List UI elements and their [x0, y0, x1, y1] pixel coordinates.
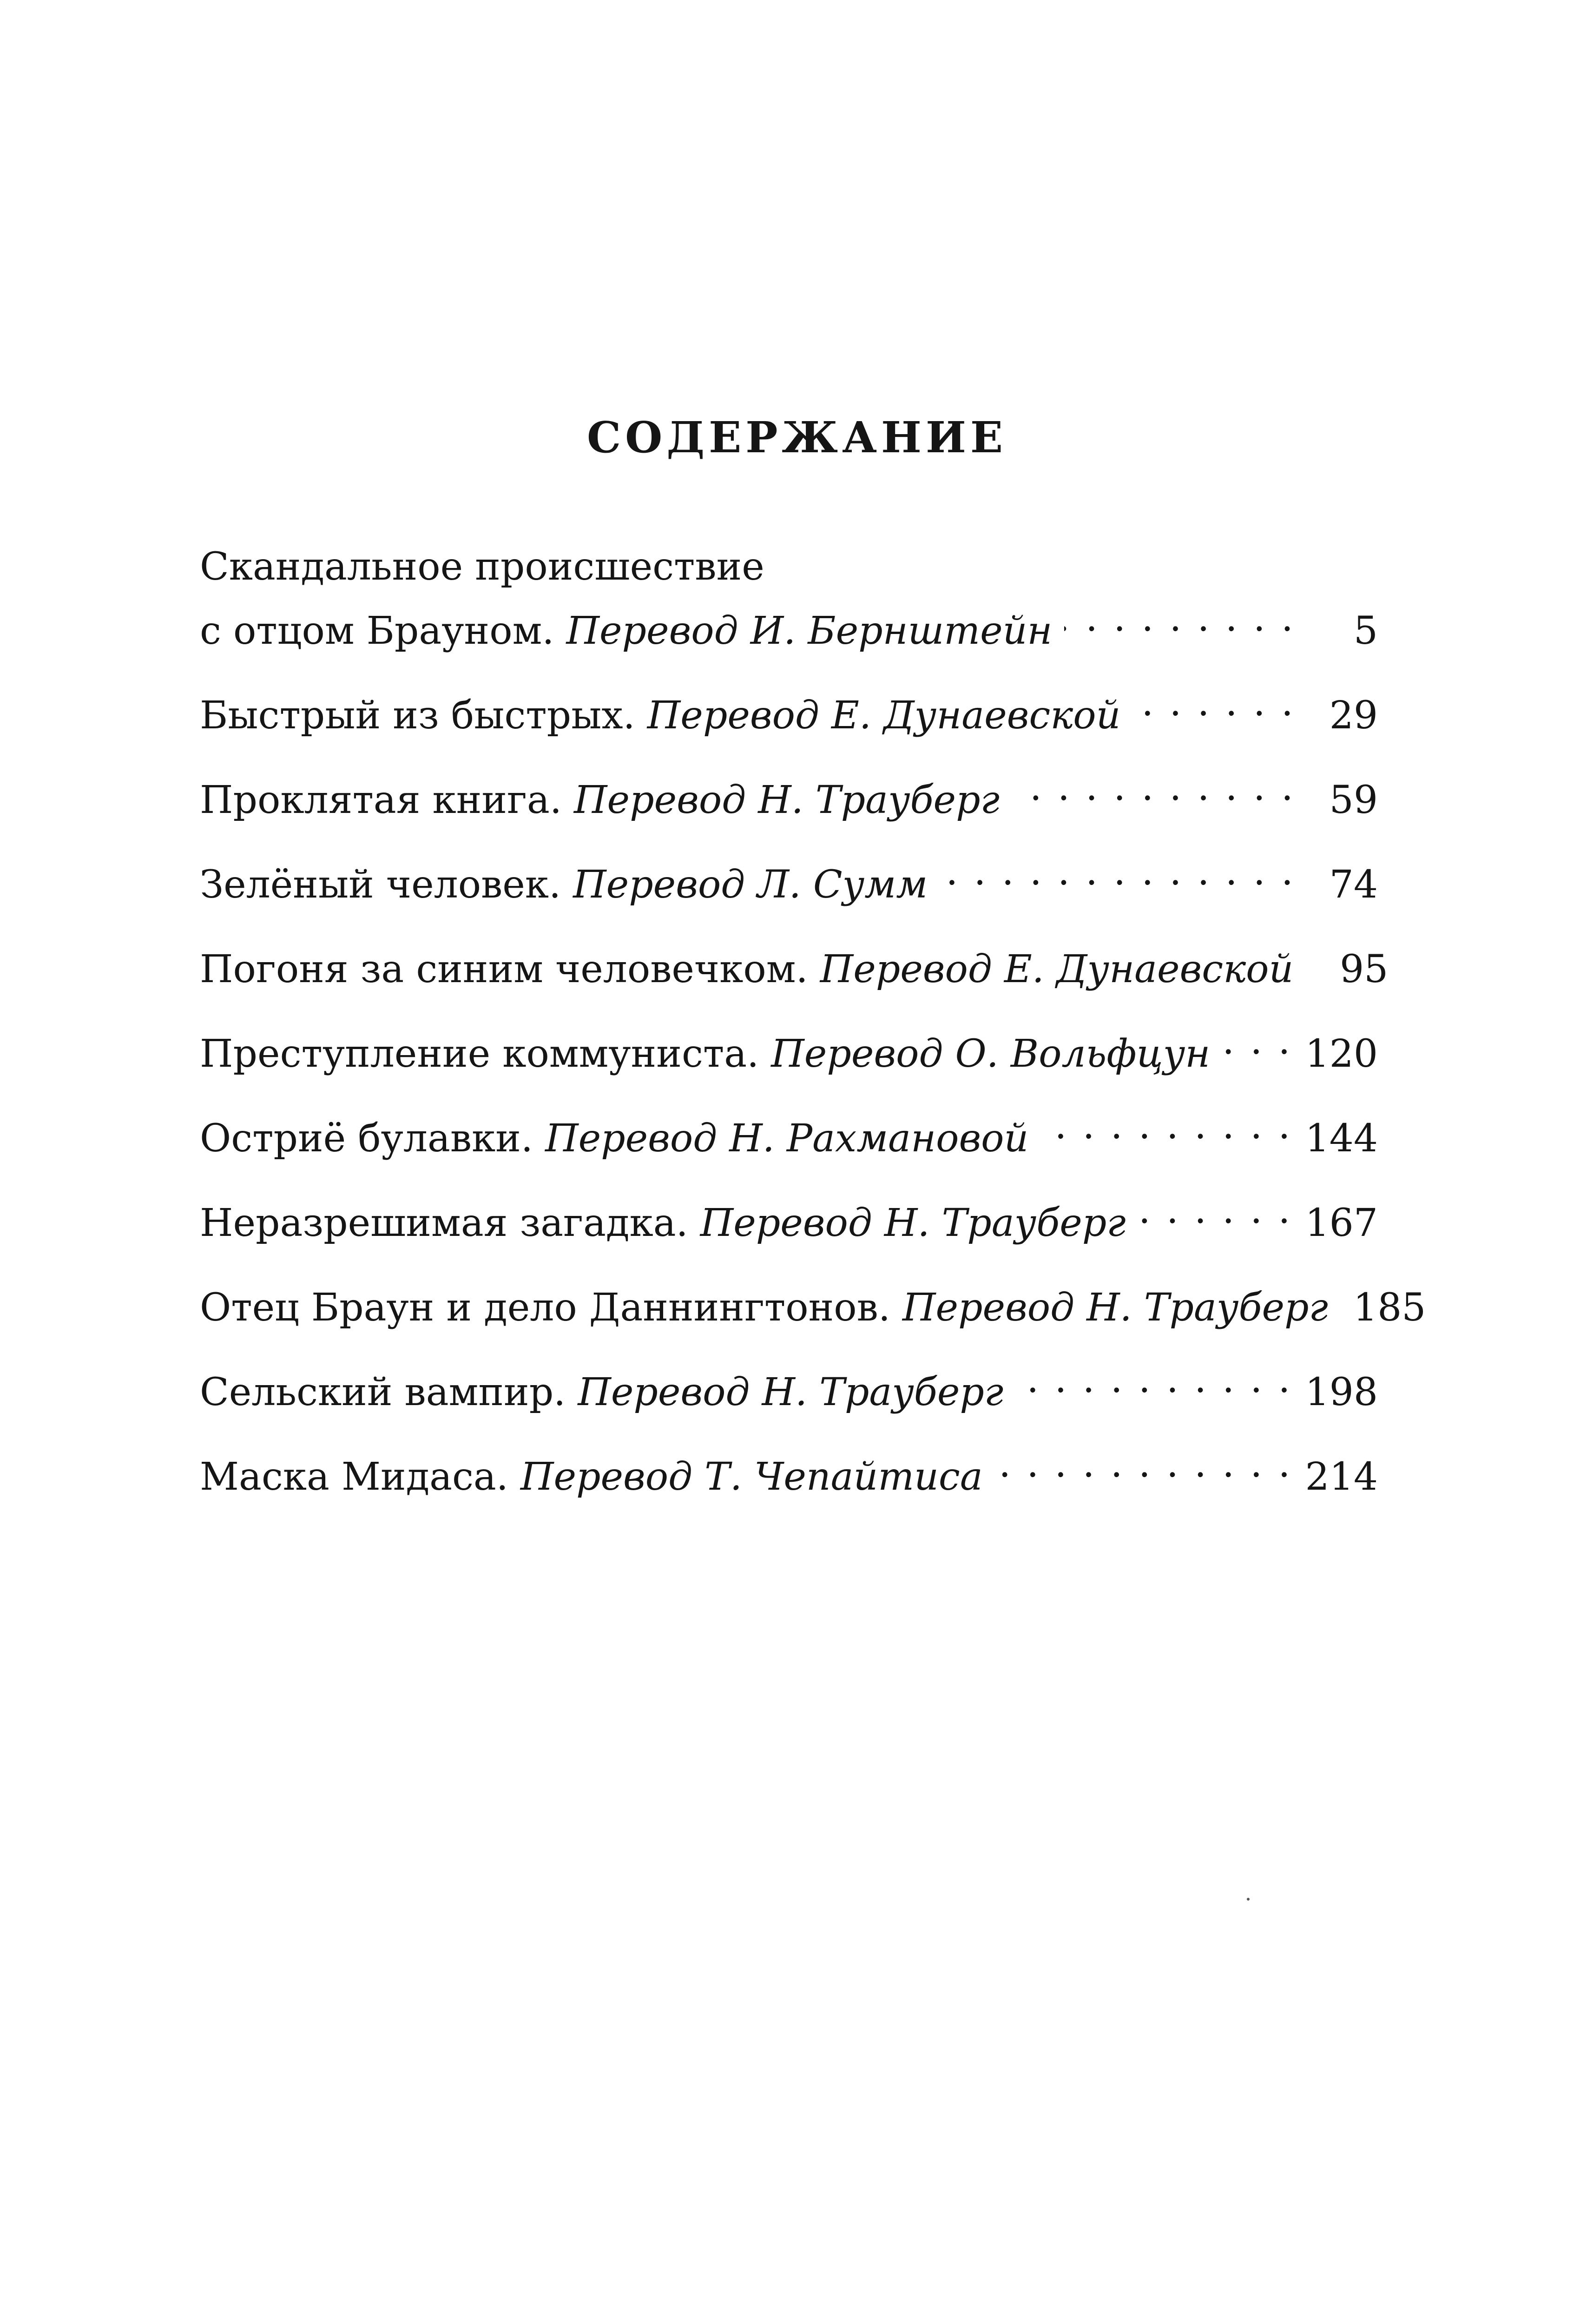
table-of-contents [200, 541, 1426, 1523]
entry-title: Сельский вампир. [200, 1370, 566, 1414]
dot-leader [995, 1439, 1292, 1490]
entry-row [200, 846, 1378, 911]
dot-leader [1015, 1354, 1292, 1405]
entry-page-number: 120 [1305, 1032, 1378, 1076]
dot-leader [940, 846, 1295, 898]
entry-title: с отцом Брауном. [200, 609, 554, 653]
toc-entry [200, 1354, 1378, 1418]
dot-leader [1222, 1016, 1292, 1067]
entry-title-line1: Скандальное происшествие [200, 545, 764, 589]
entry-row [200, 1269, 1426, 1334]
dot-leader [1012, 762, 1295, 813]
toc-entry [200, 1100, 1378, 1164]
entry-translator: Перевод Л. Сумм [573, 863, 928, 907]
entry-title: Проклятая книга. [200, 778, 562, 822]
entry-page-number: 144 [1305, 1116, 1378, 1161]
entry-row [200, 593, 1378, 657]
entry-row [200, 762, 1378, 826]
entry-page-number: 167 [1305, 1201, 1378, 1245]
entry-translator: Перевод И. Бернштейн [566, 609, 1053, 653]
toc-entry [200, 846, 1378, 911]
toc-entry [200, 1269, 1426, 1334]
entry-translator: Перевод Н. Трауберг [700, 1201, 1126, 1245]
toc-entry [200, 677, 1378, 741]
entry-title: Преступление коммуниста. [200, 1032, 759, 1076]
dot-leader [1064, 593, 1295, 644]
toc-entry [200, 541, 1378, 657]
entry-title: Маска Мидаса. [200, 1455, 508, 1499]
entry-title: Отец Браун и дело Даннингтонов. [200, 1286, 890, 1330]
entry-page-number: 95 [1340, 947, 1389, 991]
entry-translator: Перевод Н. Трауберг [574, 778, 1000, 822]
entry-row [200, 1100, 1378, 1164]
entry-page-number: 214 [1305, 1455, 1378, 1499]
entry-translator: Перевод Н. Трауберг [578, 1370, 1004, 1414]
entry-translator: Перевод Е. Дунаевской [820, 947, 1294, 991]
toc-entry [200, 762, 1378, 826]
entry-translator: Перевод О. Вольфцун [771, 1032, 1211, 1076]
entry-translator: Перевод Н. Трауберг [902, 1286, 1328, 1330]
entry-row [200, 1185, 1378, 1249]
entry-page-number: 29 [1329, 693, 1378, 738]
entry-page-number: 74 [1329, 863, 1378, 907]
entry-page-number: 185 [1353, 1286, 1426, 1330]
entry-title: Погоня за синим человечком. [200, 947, 808, 991]
dot-leader [1040, 1100, 1292, 1151]
toc-entry [200, 1439, 1378, 1503]
entry-translator: Перевод Т. Чепайтиса [520, 1455, 983, 1499]
entry-row [200, 677, 1378, 741]
entry-title: Неразрешимая загадка. [200, 1201, 688, 1245]
dot-leader [1132, 677, 1295, 728]
toc-entry [200, 1185, 1378, 1249]
entry-row [200, 931, 1389, 995]
page-title: СОДЕРЖАНИЕ [586, 412, 1007, 462]
entry-title: Остриё булавки. [200, 1116, 533, 1161]
entry-translator: Перевод Е. Дунаевской [647, 693, 1121, 738]
entry-translator: Перевод Н. Рахмановой [545, 1116, 1029, 1161]
entry-page-number: 5 [1353, 609, 1378, 653]
toc-entry [200, 1016, 1378, 1080]
entry-row [200, 1354, 1378, 1418]
entry-title: Зелёный человек. [200, 863, 561, 907]
entry-page-number: 59 [1329, 778, 1378, 822]
entry-title: Быстрый из быстрых. [200, 693, 635, 738]
print-speck [1247, 1898, 1250, 1901]
dot-leader [1138, 1185, 1292, 1236]
entry-row [200, 1439, 1378, 1503]
toc-entry [200, 931, 1389, 995]
entry-row [200, 1016, 1378, 1080]
entry-page-number: 198 [1305, 1370, 1378, 1414]
